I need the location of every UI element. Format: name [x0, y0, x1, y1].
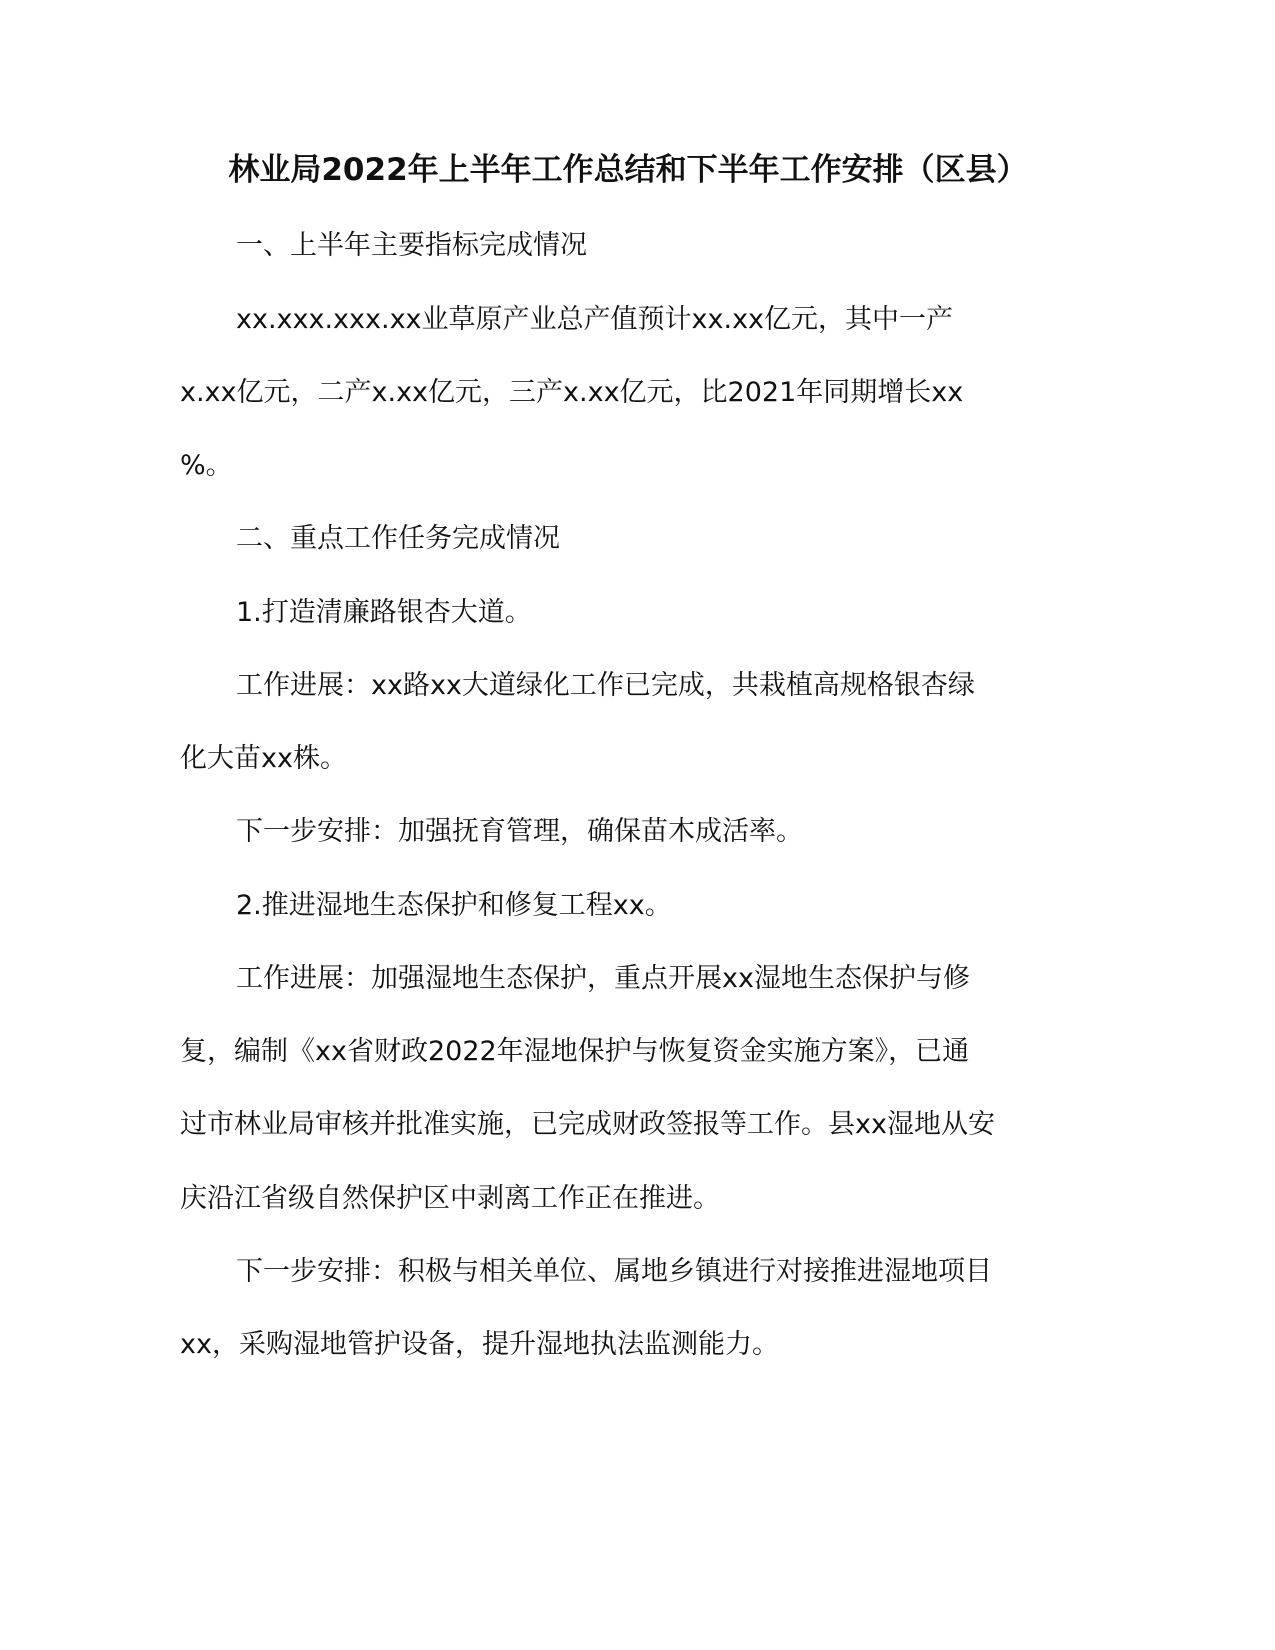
- paragraph-line: 化大苗xx株。: [180, 743, 347, 774]
- section-heading-1: 一、上半年主要指标完成情况: [236, 230, 587, 261]
- item-heading-2: 2.推进湿地生态保护和修复工程xx。: [236, 890, 672, 921]
- paragraph-line: xx.xxx.xxx.xx业草原产业总产值预计xx.xx亿元，其中一产: [236, 304, 954, 335]
- paragraph-line: 工作进展：xx路xx大道绿化工作已完成，共栽植高规格银杏绿: [236, 670, 975, 701]
- document-title: 林业局2022年上半年工作总结和下半年工作安排（区县）: [228, 152, 1028, 188]
- paragraph-line: xx，采购湿地管护设备，提升湿地执法监测能力。: [180, 1329, 779, 1360]
- paragraph-line: x.xx亿元，二产x.xx亿元，三产x.xx亿元，比2021年同期增长xx: [180, 377, 964, 408]
- paragraph-line: %。: [180, 450, 233, 481]
- paragraph-line: 工作进展：加强湿地生态保护，重点开展xx湿地生态保护与修: [236, 963, 970, 994]
- paragraph-line: 下一步安排：积极与相关单位、属地乡镇进行对接推进湿地项目: [236, 1256, 992, 1287]
- paragraph-line: 过市林业局审核并批准实施，已完成财政签报等工作。县xx湿地从安: [180, 1109, 995, 1140]
- section-heading-2: 二、重点工作任务完成情况: [236, 523, 560, 554]
- paragraph-line: 庆沿江省级自然保护区中剥离工作正在推进。: [180, 1183, 720, 1214]
- paragraph-line: 下一步安排：加强抚育管理，确保苗木成活率。: [236, 816, 803, 847]
- paragraph-line: 复，编制《xx省财政2022年湿地保护与恢复资金实施方案》，已通: [180, 1036, 970, 1067]
- item-heading-1: 1.打造清廉路银杏大道。: [236, 597, 532, 628]
